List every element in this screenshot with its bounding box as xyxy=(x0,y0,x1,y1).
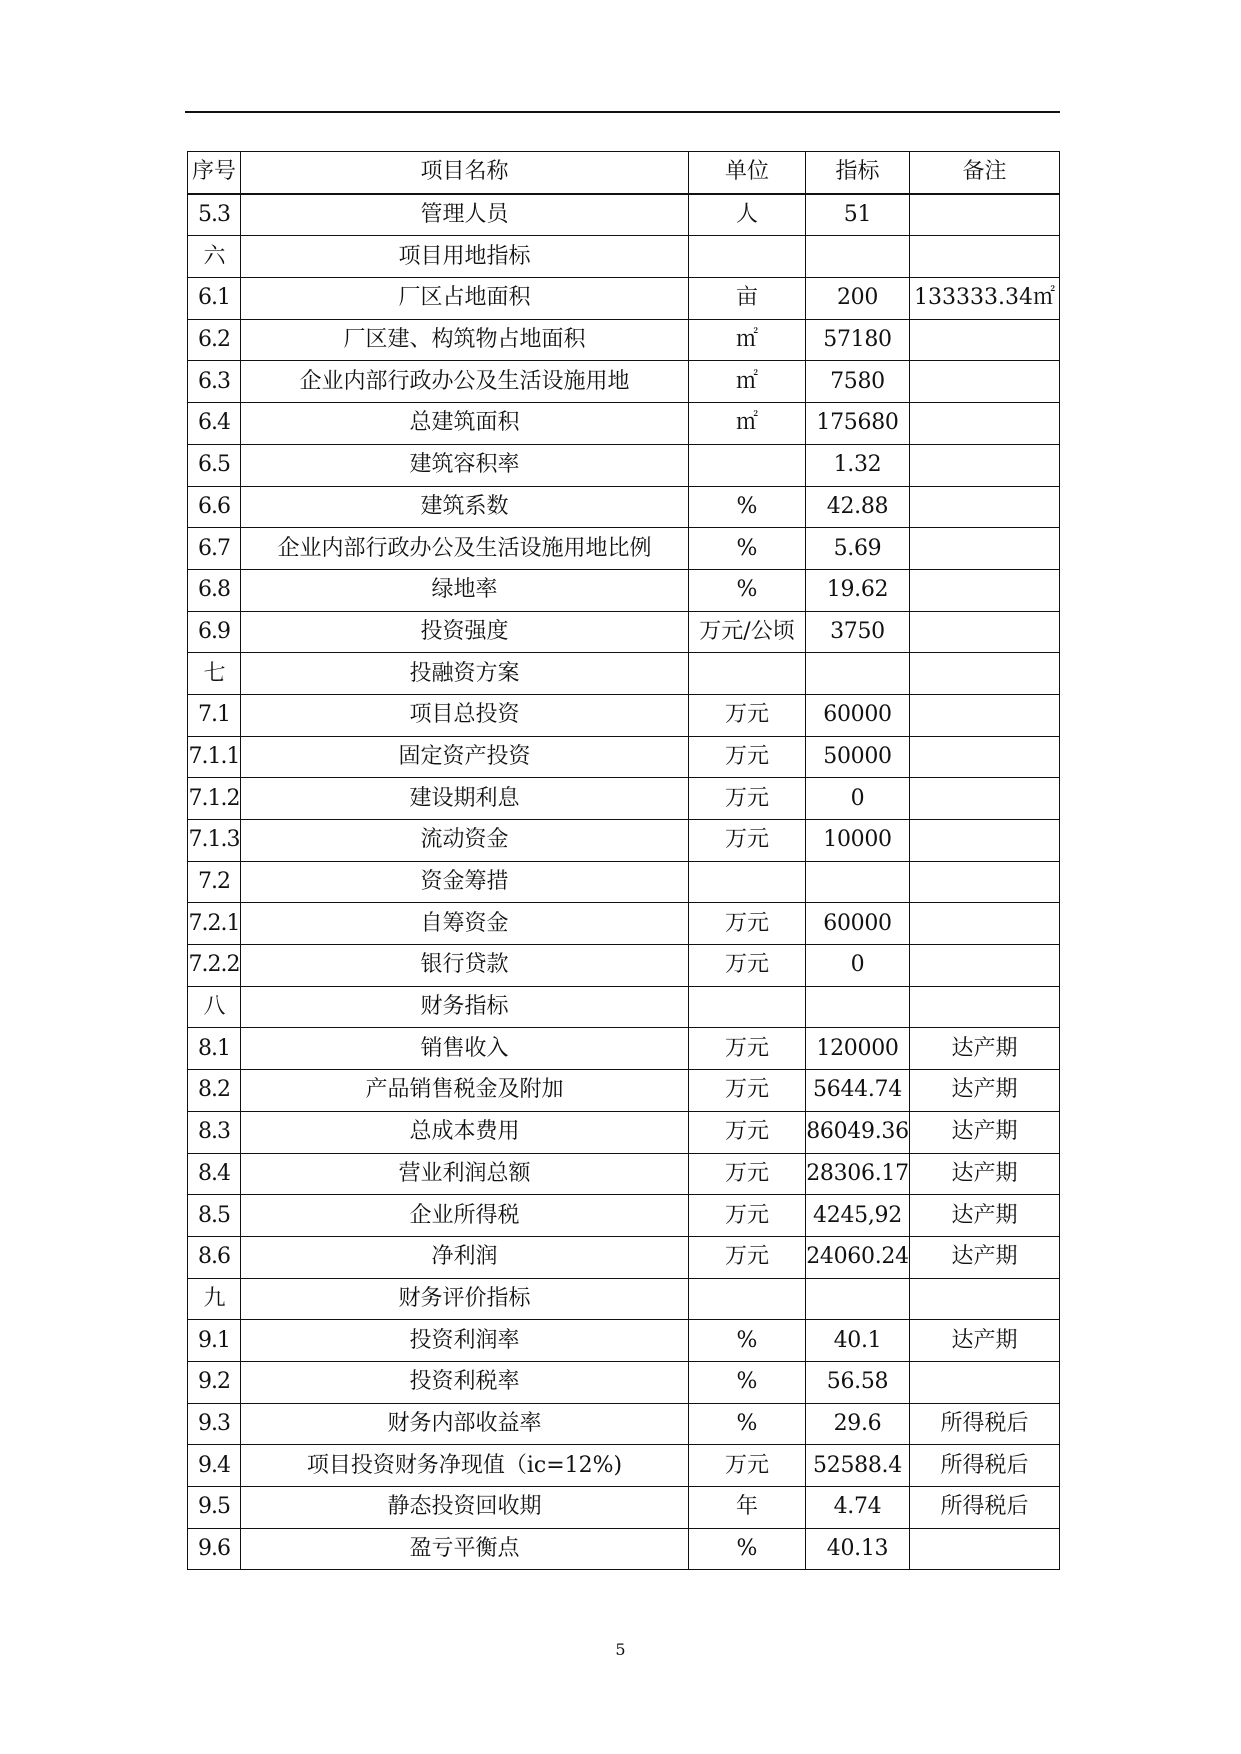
unit-cell: 万元 xyxy=(689,1195,806,1237)
row-index-cell: 七 xyxy=(188,653,241,695)
row-index-cell: 6.3 xyxy=(188,361,241,403)
item-name-cell: 企业内部行政办公及生活设施用地 xyxy=(241,361,689,403)
value-cell: 200 xyxy=(806,278,910,320)
remark-cell: 达产期 xyxy=(910,1070,1060,1112)
table-row xyxy=(188,1403,1060,1445)
remark-cell xyxy=(910,611,1060,653)
row-index-cell: 6.6 xyxy=(188,486,241,528)
row-index-cell: 8.6 xyxy=(188,1236,241,1278)
table-row xyxy=(188,736,1060,778)
table-row xyxy=(188,361,1060,403)
row-index-cell: 7.2 xyxy=(188,861,241,903)
value-cell: 5644.74 xyxy=(806,1070,910,1112)
item-name-cell: 企业所得税 xyxy=(241,1195,689,1237)
remark-cell: 所得税后 xyxy=(910,1487,1060,1529)
table-row xyxy=(188,194,1060,236)
value-cell: 28306.17 xyxy=(806,1153,910,1195)
unit-cell: 亩 xyxy=(689,278,806,320)
remark-cell xyxy=(910,486,1060,528)
row-index-cell: 6.1 xyxy=(188,278,241,320)
value-cell: 0 xyxy=(806,945,910,987)
table-body xyxy=(188,194,1060,1570)
row-index-cell: 9.3 xyxy=(188,1403,241,1445)
table-row xyxy=(188,986,1060,1028)
value-cell: 42.88 xyxy=(806,486,910,528)
unit-cell: 人 xyxy=(689,194,806,236)
value-cell xyxy=(806,986,910,1028)
remark-cell: 达产期 xyxy=(910,1236,1060,1278)
table-row xyxy=(188,820,1060,862)
row-index-cell: 9.4 xyxy=(188,1445,241,1487)
table-row xyxy=(188,694,1060,736)
row-index-cell: 6.9 xyxy=(188,611,241,653)
unit-cell: 万元 xyxy=(689,1070,806,1112)
row-index-cell: 六 xyxy=(188,236,241,278)
unit-cell xyxy=(689,236,806,278)
unit-cell: ㎡ xyxy=(689,403,806,445)
value-cell xyxy=(806,236,910,278)
item-name-cell: 项目用地指标 xyxy=(241,236,689,278)
unit-cell xyxy=(689,1278,806,1320)
value-cell: 50000 xyxy=(806,736,910,778)
header-cell-index: 序号 xyxy=(188,152,241,194)
item-name-cell: 银行贷款 xyxy=(241,945,689,987)
table-row xyxy=(188,861,1060,903)
table-row xyxy=(188,1445,1060,1487)
row-index-cell: 8.2 xyxy=(188,1070,241,1112)
row-index-cell: 7.2.1 xyxy=(188,903,241,945)
table-row xyxy=(188,1361,1060,1403)
table-row xyxy=(188,1487,1060,1529)
remark-cell xyxy=(910,903,1060,945)
value-cell: 40.1 xyxy=(806,1320,910,1362)
unit-cell: 年 xyxy=(689,1487,806,1529)
header-cell-value: 指标 xyxy=(806,152,910,194)
remark-cell xyxy=(910,528,1060,570)
row-index-cell: 9.2 xyxy=(188,1361,241,1403)
unit-cell: 万元 xyxy=(689,778,806,820)
item-name-cell: 投融资方案 xyxy=(241,653,689,695)
table-row xyxy=(188,945,1060,987)
unit-cell: % xyxy=(689,1361,806,1403)
row-index-cell: 6.5 xyxy=(188,444,241,486)
remark-cell: 达产期 xyxy=(910,1195,1060,1237)
unit-cell: % xyxy=(689,528,806,570)
table-row xyxy=(188,1028,1060,1070)
row-index-cell: 6.7 xyxy=(188,528,241,570)
unit-cell: 万元 xyxy=(689,945,806,987)
table-row xyxy=(188,611,1060,653)
remark-cell xyxy=(910,694,1060,736)
page-number: 5 xyxy=(615,1640,626,1659)
row-index-cell: 8.1 xyxy=(188,1028,241,1070)
remark-cell: 达产期 xyxy=(910,1320,1060,1362)
header-cell-item-name: 项目名称 xyxy=(241,152,689,194)
row-index-cell: 7.1.1 xyxy=(188,736,241,778)
item-name-cell: 固定资产投资 xyxy=(241,736,689,778)
value-cell: 19.62 xyxy=(806,569,910,611)
remark-cell xyxy=(910,361,1060,403)
row-index-cell: 6.4 xyxy=(188,403,241,445)
unit-cell: ㎡ xyxy=(689,361,806,403)
remark-cell xyxy=(910,319,1060,361)
unit-cell: 万元 xyxy=(689,1028,806,1070)
item-name-cell: 净利润 xyxy=(241,1236,689,1278)
value-cell: 4245,92 xyxy=(806,1195,910,1237)
item-name-cell: 产品销售税金及附加 xyxy=(241,1070,689,1112)
item-name-cell: 企业内部行政办公及生活设施用地比例 xyxy=(241,528,689,570)
item-name-cell: 盈亏平衡点 xyxy=(241,1528,689,1570)
item-name-cell: 建设期利息 xyxy=(241,778,689,820)
value-cell: 10000 xyxy=(806,820,910,862)
item-name-cell: 总建筑面积 xyxy=(241,403,689,445)
remark-cell xyxy=(910,569,1060,611)
row-index-cell: 8.3 xyxy=(188,1111,241,1153)
row-index-cell: 7.1 xyxy=(188,694,241,736)
remark-cell: 所得税后 xyxy=(910,1403,1060,1445)
remark-cell xyxy=(910,194,1060,236)
value-cell xyxy=(806,1278,910,1320)
value-cell: 0 xyxy=(806,778,910,820)
indicator-table xyxy=(187,151,1060,1570)
row-index-cell: 八 xyxy=(188,986,241,1028)
item-name-cell: 财务评价指标 xyxy=(241,1278,689,1320)
unit-cell: 万元 xyxy=(689,736,806,778)
item-name-cell: 总成本费用 xyxy=(241,1111,689,1153)
table-header-row xyxy=(188,152,1060,194)
table-row xyxy=(188,486,1060,528)
value-cell: 120000 xyxy=(806,1028,910,1070)
unit-cell: % xyxy=(689,1320,806,1362)
item-name-cell: 建筑系数 xyxy=(241,486,689,528)
value-cell: 52588.4 xyxy=(806,1445,910,1487)
unit-cell: ㎡ xyxy=(689,319,806,361)
table-row xyxy=(188,1070,1060,1112)
row-index-cell: 6.2 xyxy=(188,319,241,361)
item-name-cell: 厂区建、构筑物占地面积 xyxy=(241,319,689,361)
value-cell: 57180 xyxy=(806,319,910,361)
unit-cell: 万元/公顷 xyxy=(689,611,806,653)
row-index-cell: 8.5 xyxy=(188,1195,241,1237)
table-row xyxy=(188,1236,1060,1278)
unit-cell: % xyxy=(689,1403,806,1445)
remark-cell: 133333.34㎡ xyxy=(910,278,1060,320)
table-row xyxy=(188,1153,1060,1195)
item-name-cell: 流动资金 xyxy=(241,820,689,862)
header-cell-unit: 单位 xyxy=(689,152,806,194)
remark-cell xyxy=(910,653,1060,695)
remark-cell xyxy=(910,945,1060,987)
table-row xyxy=(188,278,1060,320)
unit-cell: 万元 xyxy=(689,1153,806,1195)
row-index-cell: 7.1.2 xyxy=(188,778,241,820)
row-index-cell: 9.5 xyxy=(188,1487,241,1529)
item-name-cell: 财务内部收益率 xyxy=(241,1403,689,1445)
remark-cell xyxy=(910,861,1060,903)
unit-cell xyxy=(689,653,806,695)
table-row xyxy=(188,528,1060,570)
value-cell: 60000 xyxy=(806,903,910,945)
value-cell xyxy=(806,861,910,903)
remark-cell xyxy=(910,778,1060,820)
item-name-cell: 营业利润总额 xyxy=(241,1153,689,1195)
value-cell: 56.58 xyxy=(806,1361,910,1403)
value-cell: 29.6 xyxy=(806,1403,910,1445)
value-cell: 4.74 xyxy=(806,1487,910,1529)
unit-cell: 万元 xyxy=(689,1111,806,1153)
item-name-cell: 绿地率 xyxy=(241,569,689,611)
value-cell: 5.69 xyxy=(806,528,910,570)
table-row xyxy=(188,778,1060,820)
remark-cell: 达产期 xyxy=(910,1153,1060,1195)
remark-cell xyxy=(910,1278,1060,1320)
row-index-cell: 6.8 xyxy=(188,569,241,611)
item-name-cell: 销售收入 xyxy=(241,1028,689,1070)
value-cell xyxy=(806,653,910,695)
value-cell: 40.13 xyxy=(806,1528,910,1570)
row-index-cell: 9.1 xyxy=(188,1320,241,1362)
item-name-cell: 厂区占地面积 xyxy=(241,278,689,320)
value-cell: 3750 xyxy=(806,611,910,653)
unit-cell xyxy=(689,444,806,486)
remark-cell: 所得税后 xyxy=(910,1445,1060,1487)
unit-cell xyxy=(689,986,806,1028)
row-index-cell: 7.2.2 xyxy=(188,945,241,987)
header-cell-remark: 备注 xyxy=(910,152,1060,194)
item-name-cell: 财务指标 xyxy=(241,986,689,1028)
remark-cell xyxy=(910,820,1060,862)
unit-cell: 万元 xyxy=(689,1236,806,1278)
item-name-cell: 管理人员 xyxy=(241,194,689,236)
item-name-cell: 建筑容积率 xyxy=(241,444,689,486)
value-cell: 1.32 xyxy=(806,444,910,486)
item-name-cell: 投资利润率 xyxy=(241,1320,689,1362)
table-row xyxy=(188,903,1060,945)
table-row xyxy=(188,444,1060,486)
unit-cell: 万元 xyxy=(689,820,806,862)
item-name-cell: 项目投资财务净现值（ic=12%) xyxy=(241,1445,689,1487)
unit-cell xyxy=(689,861,806,903)
table-row xyxy=(188,319,1060,361)
item-name-cell: 投资利税率 xyxy=(241,1361,689,1403)
item-name-cell: 资金筹措 xyxy=(241,861,689,903)
remark-cell xyxy=(910,1361,1060,1403)
item-name-cell: 静态投资回收期 xyxy=(241,1487,689,1529)
table-row xyxy=(188,1111,1060,1153)
remark-cell xyxy=(910,444,1060,486)
row-index-cell: 9.6 xyxy=(188,1528,241,1570)
remark-cell xyxy=(910,986,1060,1028)
remark-cell: 达产期 xyxy=(910,1028,1060,1070)
table-row xyxy=(188,653,1060,695)
remark-cell xyxy=(910,736,1060,778)
item-name-cell: 项目总投资 xyxy=(241,694,689,736)
value-cell: 7580 xyxy=(806,361,910,403)
unit-cell: 万元 xyxy=(689,694,806,736)
table-row xyxy=(188,1320,1060,1362)
remark-cell xyxy=(910,403,1060,445)
row-index-cell: 7.1.3 xyxy=(188,820,241,862)
unit-cell: % xyxy=(689,1528,806,1570)
table-row xyxy=(188,569,1060,611)
remark-cell xyxy=(910,236,1060,278)
table-row xyxy=(188,1528,1060,1570)
remark-cell: 达产期 xyxy=(910,1111,1060,1153)
unit-cell: % xyxy=(689,486,806,528)
row-index-cell: 九 xyxy=(188,1278,241,1320)
value-cell: 175680 xyxy=(806,403,910,445)
row-index-cell: 5.3 xyxy=(188,194,241,236)
unit-cell: % xyxy=(689,569,806,611)
item-name-cell: 自筹资金 xyxy=(241,903,689,945)
header-rule xyxy=(185,111,1060,113)
unit-cell: 万元 xyxy=(689,903,806,945)
table-row xyxy=(188,1195,1060,1237)
value-cell: 24060.24 xyxy=(806,1236,910,1278)
value-cell: 51 xyxy=(806,194,910,236)
value-cell: 86049.36 xyxy=(806,1111,910,1153)
value-cell: 60000 xyxy=(806,694,910,736)
remark-cell xyxy=(910,1528,1060,1570)
item-name-cell: 投资强度 xyxy=(241,611,689,653)
table-row xyxy=(188,1278,1060,1320)
unit-cell: 万元 xyxy=(689,1445,806,1487)
table-row xyxy=(188,236,1060,278)
row-index-cell: 8.4 xyxy=(188,1153,241,1195)
table-row xyxy=(188,403,1060,445)
